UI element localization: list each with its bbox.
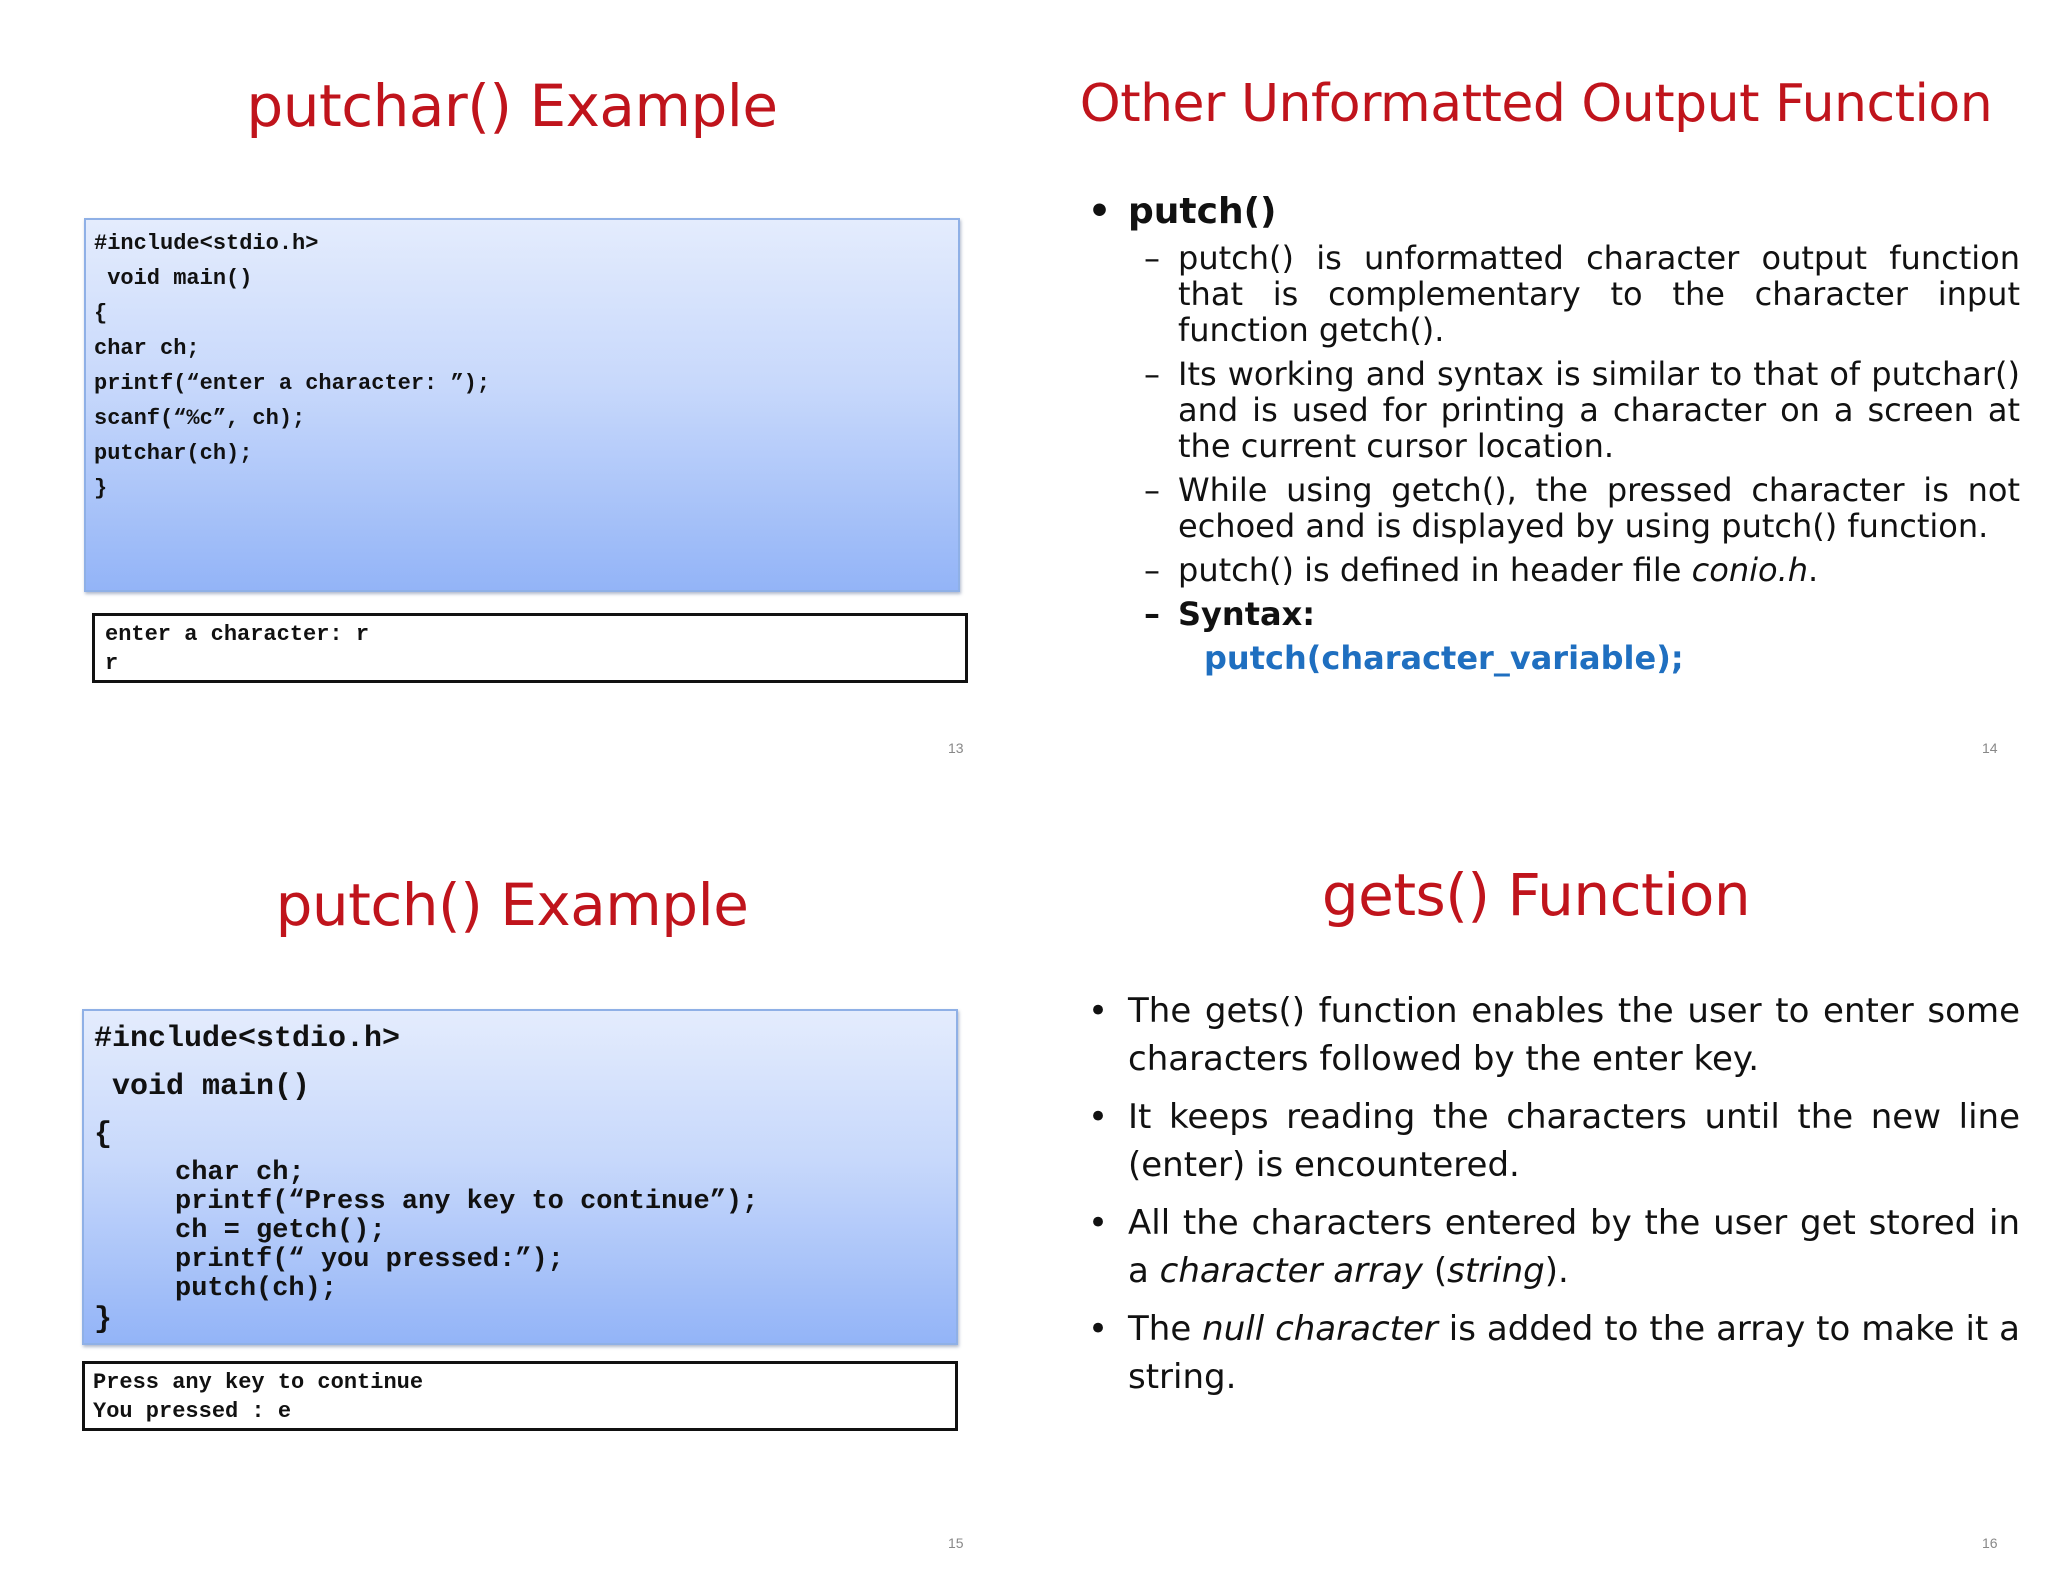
bullet-italic: null character bbox=[1202, 1309, 1438, 1349]
code-block bbox=[82, 1009, 958, 1345]
bullet-text: ( bbox=[1423, 1251, 1448, 1291]
output-line: Press any key to continue bbox=[93, 1370, 424, 1395]
slide-15 bbox=[0, 791, 1024, 1582]
slide-16 bbox=[1024, 791, 2048, 1582]
bullet-list bbox=[1088, 190, 2020, 676]
code-line: { bbox=[94, 301, 108, 326]
slide-title: Other Unformatted Output Function bbox=[1079, 74, 1993, 134]
output-block bbox=[92, 613, 968, 683]
bullet-italic: string bbox=[1447, 1251, 1545, 1291]
code-line: char ch; bbox=[94, 1158, 305, 1188]
slide-title: putch() Example bbox=[275, 871, 749, 939]
header-prefix: putch() is defined in header file bbox=[1178, 551, 1692, 589]
bullet-item bbox=[1088, 1199, 2020, 1295]
slide-number: 13 bbox=[948, 740, 964, 756]
code-line: printf(“enter a character: ”); bbox=[94, 371, 491, 396]
output-line: You pressed : e bbox=[93, 1399, 292, 1424]
bullet-item: • The gets() function enables the user to enter some characters followed by the enter key. bbox=[1088, 987, 2020, 1083]
code-block bbox=[84, 218, 960, 592]
bullet-text: putch() bbox=[1128, 191, 1277, 232]
sub-bullet-list bbox=[1088, 240, 2020, 676]
slide-number: 14 bbox=[1982, 740, 1998, 756]
code-line: #include<stdio.h> bbox=[94, 231, 319, 256]
code-line: { bbox=[94, 1118, 113, 1152]
sub-bullet-item bbox=[1144, 552, 2020, 588]
code-line: scanf(“%c”, ch); bbox=[94, 406, 306, 431]
bullet-text: All the characters entered by the user get stored in a bbox=[1128, 1203, 2020, 1291]
code-line: ch = getch(); bbox=[94, 1216, 386, 1246]
slide-title: putchar() Example bbox=[246, 72, 778, 140]
bullet-text: is added to the array to make it a string. bbox=[1128, 1309, 2021, 1397]
output-line: enter a character: r bbox=[105, 622, 370, 647]
bullet-item: • It keeps reading the characters until the new line (enter) is encountered. bbox=[1088, 1093, 2020, 1189]
code-line: } bbox=[94, 476, 108, 501]
bullet-text: ). bbox=[1544, 1251, 1569, 1291]
bullet-italic: character array bbox=[1159, 1251, 1424, 1291]
sub-bullet-item bbox=[1144, 596, 2020, 632]
slide-number: 15 bbox=[948, 1535, 964, 1551]
header-suffix: . bbox=[1808, 551, 1819, 589]
code-line: } bbox=[94, 1303, 113, 1337]
code-line: void main() bbox=[94, 266, 253, 291]
sub-bullet-item: – putch() is unformatted character output function that is complementary to the character input function getch(). bbox=[1144, 240, 2020, 348]
slide-14 bbox=[1024, 0, 2048, 791]
code-line: putch(ch); bbox=[94, 1274, 338, 1304]
bullet-item bbox=[1088, 1305, 2020, 1401]
sub-bullet-item: – While using getch(), the pressed character is not echoed and is displayed by using putch() function. bbox=[1144, 472, 2020, 544]
bullet-list bbox=[1088, 987, 2020, 1401]
bullet-text: The bbox=[1128, 1309, 1203, 1349]
bullet-item bbox=[1088, 190, 2020, 234]
code-line: void main() bbox=[94, 1070, 311, 1104]
slide-number: 16 bbox=[1982, 1535, 1998, 1551]
code-line: char ch; bbox=[94, 336, 200, 361]
output-block bbox=[82, 1361, 958, 1431]
sub-bullet-item: – Its working and syntax is similar to that of putchar() and is used for printing a character on a screen at the current cursor location. bbox=[1144, 356, 2020, 464]
code-line: printf(“Press any key to continue”); bbox=[94, 1187, 759, 1217]
header-file-name: conio.h bbox=[1691, 551, 1809, 589]
code-line: printf(“ you pressed:”); bbox=[94, 1245, 564, 1275]
slide-13 bbox=[0, 0, 1024, 791]
syntax-code: putch(character_variable); bbox=[1204, 639, 1684, 677]
code-line: putchar(ch); bbox=[94, 441, 253, 466]
code-line: #include<stdio.h> bbox=[94, 1022, 401, 1056]
output-line: r bbox=[105, 651, 119, 676]
slide-title: gets() Function bbox=[1321, 861, 1751, 929]
syntax-label: Syntax: bbox=[1178, 595, 1316, 633]
